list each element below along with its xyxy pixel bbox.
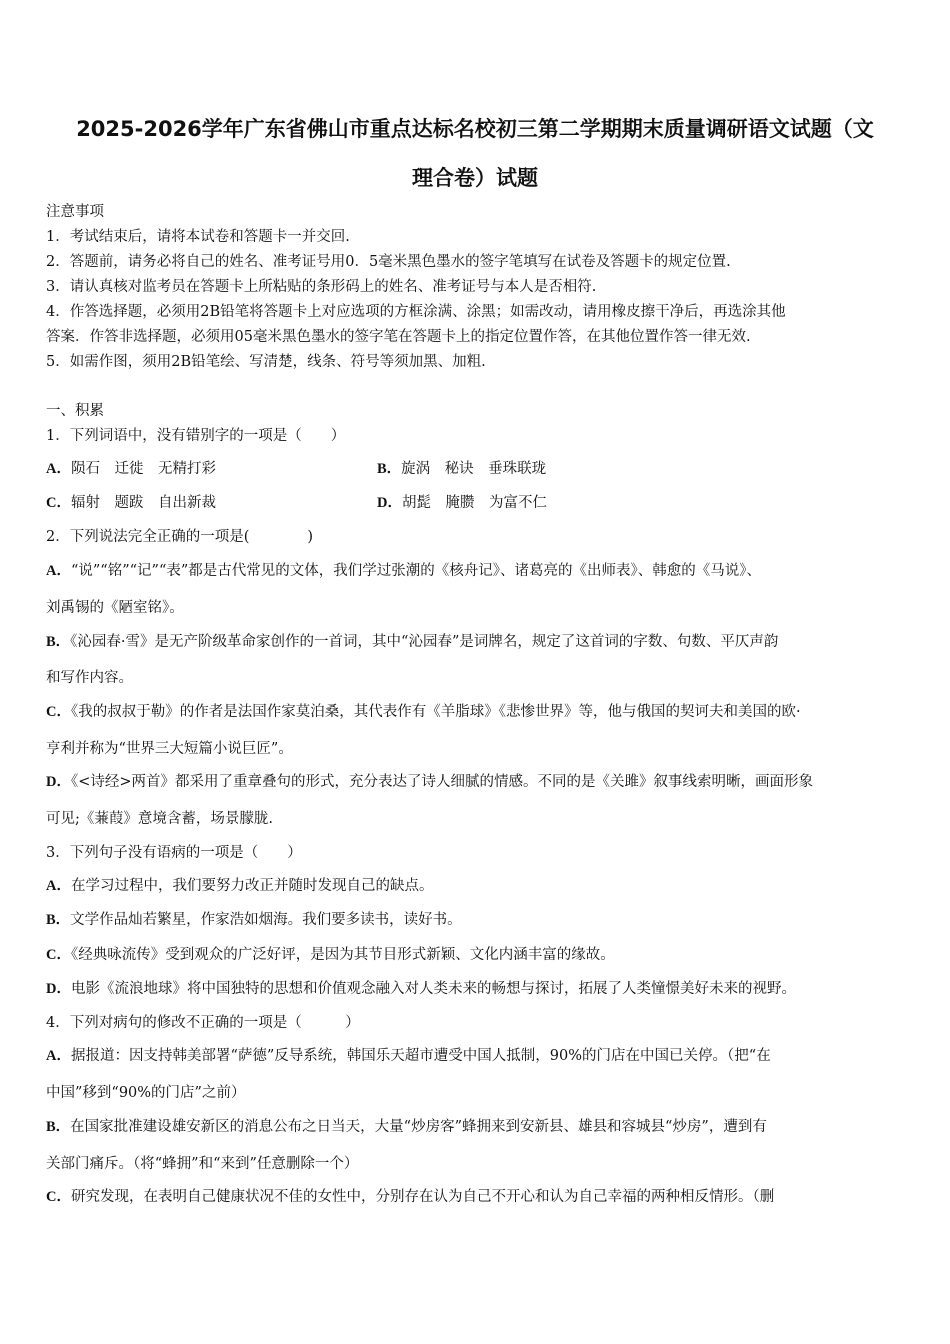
q2-option-d [46, 772, 908, 792]
q1-option-a [46, 459, 216, 479]
q2-option-c-cont: 亨利并称为“世界三大短篇小说巨匠”。 [46, 741, 293, 757]
option-label: C． [46, 495, 71, 511]
option-label: D． [46, 981, 71, 997]
notice-item: 1．考试结束后，请将本试卷和答题卡一并交回. [46, 229, 350, 245]
option-label: C． [46, 704, 71, 720]
q2-option-d-cont: 可见;《蒹葭》意境含蓄，场景朦胧. [46, 811, 273, 827]
question-4-stem: 4．下列对病句的修改不正确的一项是（ ） [46, 1015, 360, 1031]
option-text: “说”“铭”“记”“表”都是古代常见的文体，我们学过张潮的《核舟记》、诸葛亮的《出师表》、韩愈的《马说》、 [70, 563, 762, 579]
q4-option-b-cont: 关部门痛斥。（将“蜂拥”和“来到”任意删除一个） [46, 1156, 359, 1172]
option-text: 《我的叔叔于勒》的作者是法国作家莫泊桑，其代表作有《羊脂球》《悲惨世界》等，他与俄国的契诃夫和美国的欧· [70, 704, 801, 720]
option-text: 《沁园春·雪》是无产阶级革命家创作的一首词，其中“沁园春”是词牌名，规定了这首词的字数、句数、平仄声韵 [70, 634, 779, 650]
question-1-stem: 1．下列词语中，没有错别字的一项是（ ） [46, 428, 346, 444]
q2-option-a-cont: 刘禹锡的《陋室铭》。 [46, 600, 184, 616]
exam-title-line-1: 2025-2026学年广东省佛山市重点达标名校初三第二学期期末质量调研语文试题（文 [76, 117, 874, 141]
option-label: D． [46, 774, 71, 790]
option-text: 陨石 迁徙 无精打彩 [70, 461, 216, 477]
option-label: C． [46, 1189, 71, 1205]
option-text: 研究发现，在表明自己健康状况不佳的女性中，分别存在认为自己不开心和认为自己幸福的两种相反情形。（删 [70, 1189, 775, 1205]
notice-item: 3．请认真核对监考员在答题卡上所粘贴的条形码上的姓名、准考证号与本人是否相符. [46, 279, 597, 295]
q3-option-c [46, 945, 908, 965]
notice-item: 5．如需作图，须用2B铅笔绘、写清楚，线条、符号等须加黑、加粗. [46, 354, 486, 370]
q2-option-c [46, 702, 908, 722]
option-text: 辐射 题跋 自出新裁 [70, 495, 216, 511]
section-heading: 一、积累 [46, 403, 104, 419]
option-label: B． [46, 912, 71, 928]
option-text: 《经典咏流传》受到观众的广泛好评，是因为其节目形式新颖、文化内涵丰富的缘故。 [70, 947, 615, 963]
option-text: 据报道：因支持韩美部署“萨德”反导系统，韩国乐天超市遭受中国人抵制，90%的门店在中国已关停。（把“在 [70, 1048, 771, 1064]
option-text: 电影《流浪地球》将中国独特的思想和价值观念融入对人类未来的畅想与探讨，拓展了人类憧憬美好未来的视野。 [70, 981, 796, 997]
question-3-stem: 3．下列句子没有语病的一项是（ ） [46, 845, 302, 861]
option-label: B． [46, 634, 71, 650]
q3-option-a [46, 876, 908, 896]
option-text: 《<诗经>两首》都采用了重章叠句的形式，充分表达了诗人细腻的情感。不同的是《关雎》叙事线索明晰，画面形象 [70, 774, 814, 790]
q3-option-b [46, 910, 908, 930]
option-text: 在国家批准建设雄安新区的消息公布之日当天，大量“炒房客”蜂拥来到安新县、雄县和容城县“炒房”，遭到有 [70, 1119, 767, 1135]
option-label: A． [46, 563, 71, 579]
option-label: A． [46, 1048, 71, 1064]
option-text: 文学作品灿若繁星，作家浩如烟海。我们要多读书，读好书。 [70, 912, 462, 928]
q4-option-a-cont: 中国”移到“90%的门店”之前） [46, 1085, 246, 1101]
exam-title-line-2: 理合卷）试题 [412, 166, 538, 190]
q2-option-b [46, 632, 908, 652]
question-2-stem: 2．下列说法完全正确的一项是( ) [46, 529, 314, 545]
notice-item: 答案．作答非选择题，必须用05毫米黑色墨水的签字笔在答题卡上的指定位置作答，在其他位置作答一律无效. [46, 329, 751, 345]
q4-option-b [46, 1117, 908, 1137]
notice-item: 2．答题前，请务必将自己的姓名、准考证号用0．5毫米黑色墨水的签字笔填写在试卷及答题卡的规定位置. [46, 254, 731, 270]
notice-item: 4．作答选择题，必须用2B铅笔将答题卡上对应选项的方框涂满、涂黑；如需改动，请用橡皮擦干净后，再选涂其他 [46, 304, 786, 320]
option-text: 胡髭 腌臜 为富不仁 [401, 495, 547, 511]
q2-option-a [46, 561, 908, 581]
option-text: 在学习过程中，我们要努力改正并随时发现自己的缺点。 [70, 878, 434, 894]
q1-option-b [377, 459, 546, 479]
q3-option-d [46, 979, 908, 999]
option-label: A． [46, 878, 71, 894]
q2-option-b-cont: 和写作内容。 [46, 670, 133, 686]
option-text: 旋涡 秘诀 垂珠联珑 [401, 461, 547, 477]
q1-option-d [377, 493, 547, 513]
option-label: D． [377, 495, 402, 511]
option-label: C． [46, 947, 71, 963]
option-label: B． [377, 461, 402, 477]
option-label: B． [46, 1119, 71, 1135]
notice-heading: 注意事项 [46, 204, 104, 220]
q4-option-c [46, 1187, 908, 1207]
q4-option-a [46, 1046, 908, 1066]
q1-option-c [46, 493, 216, 513]
option-label: A． [46, 461, 71, 477]
